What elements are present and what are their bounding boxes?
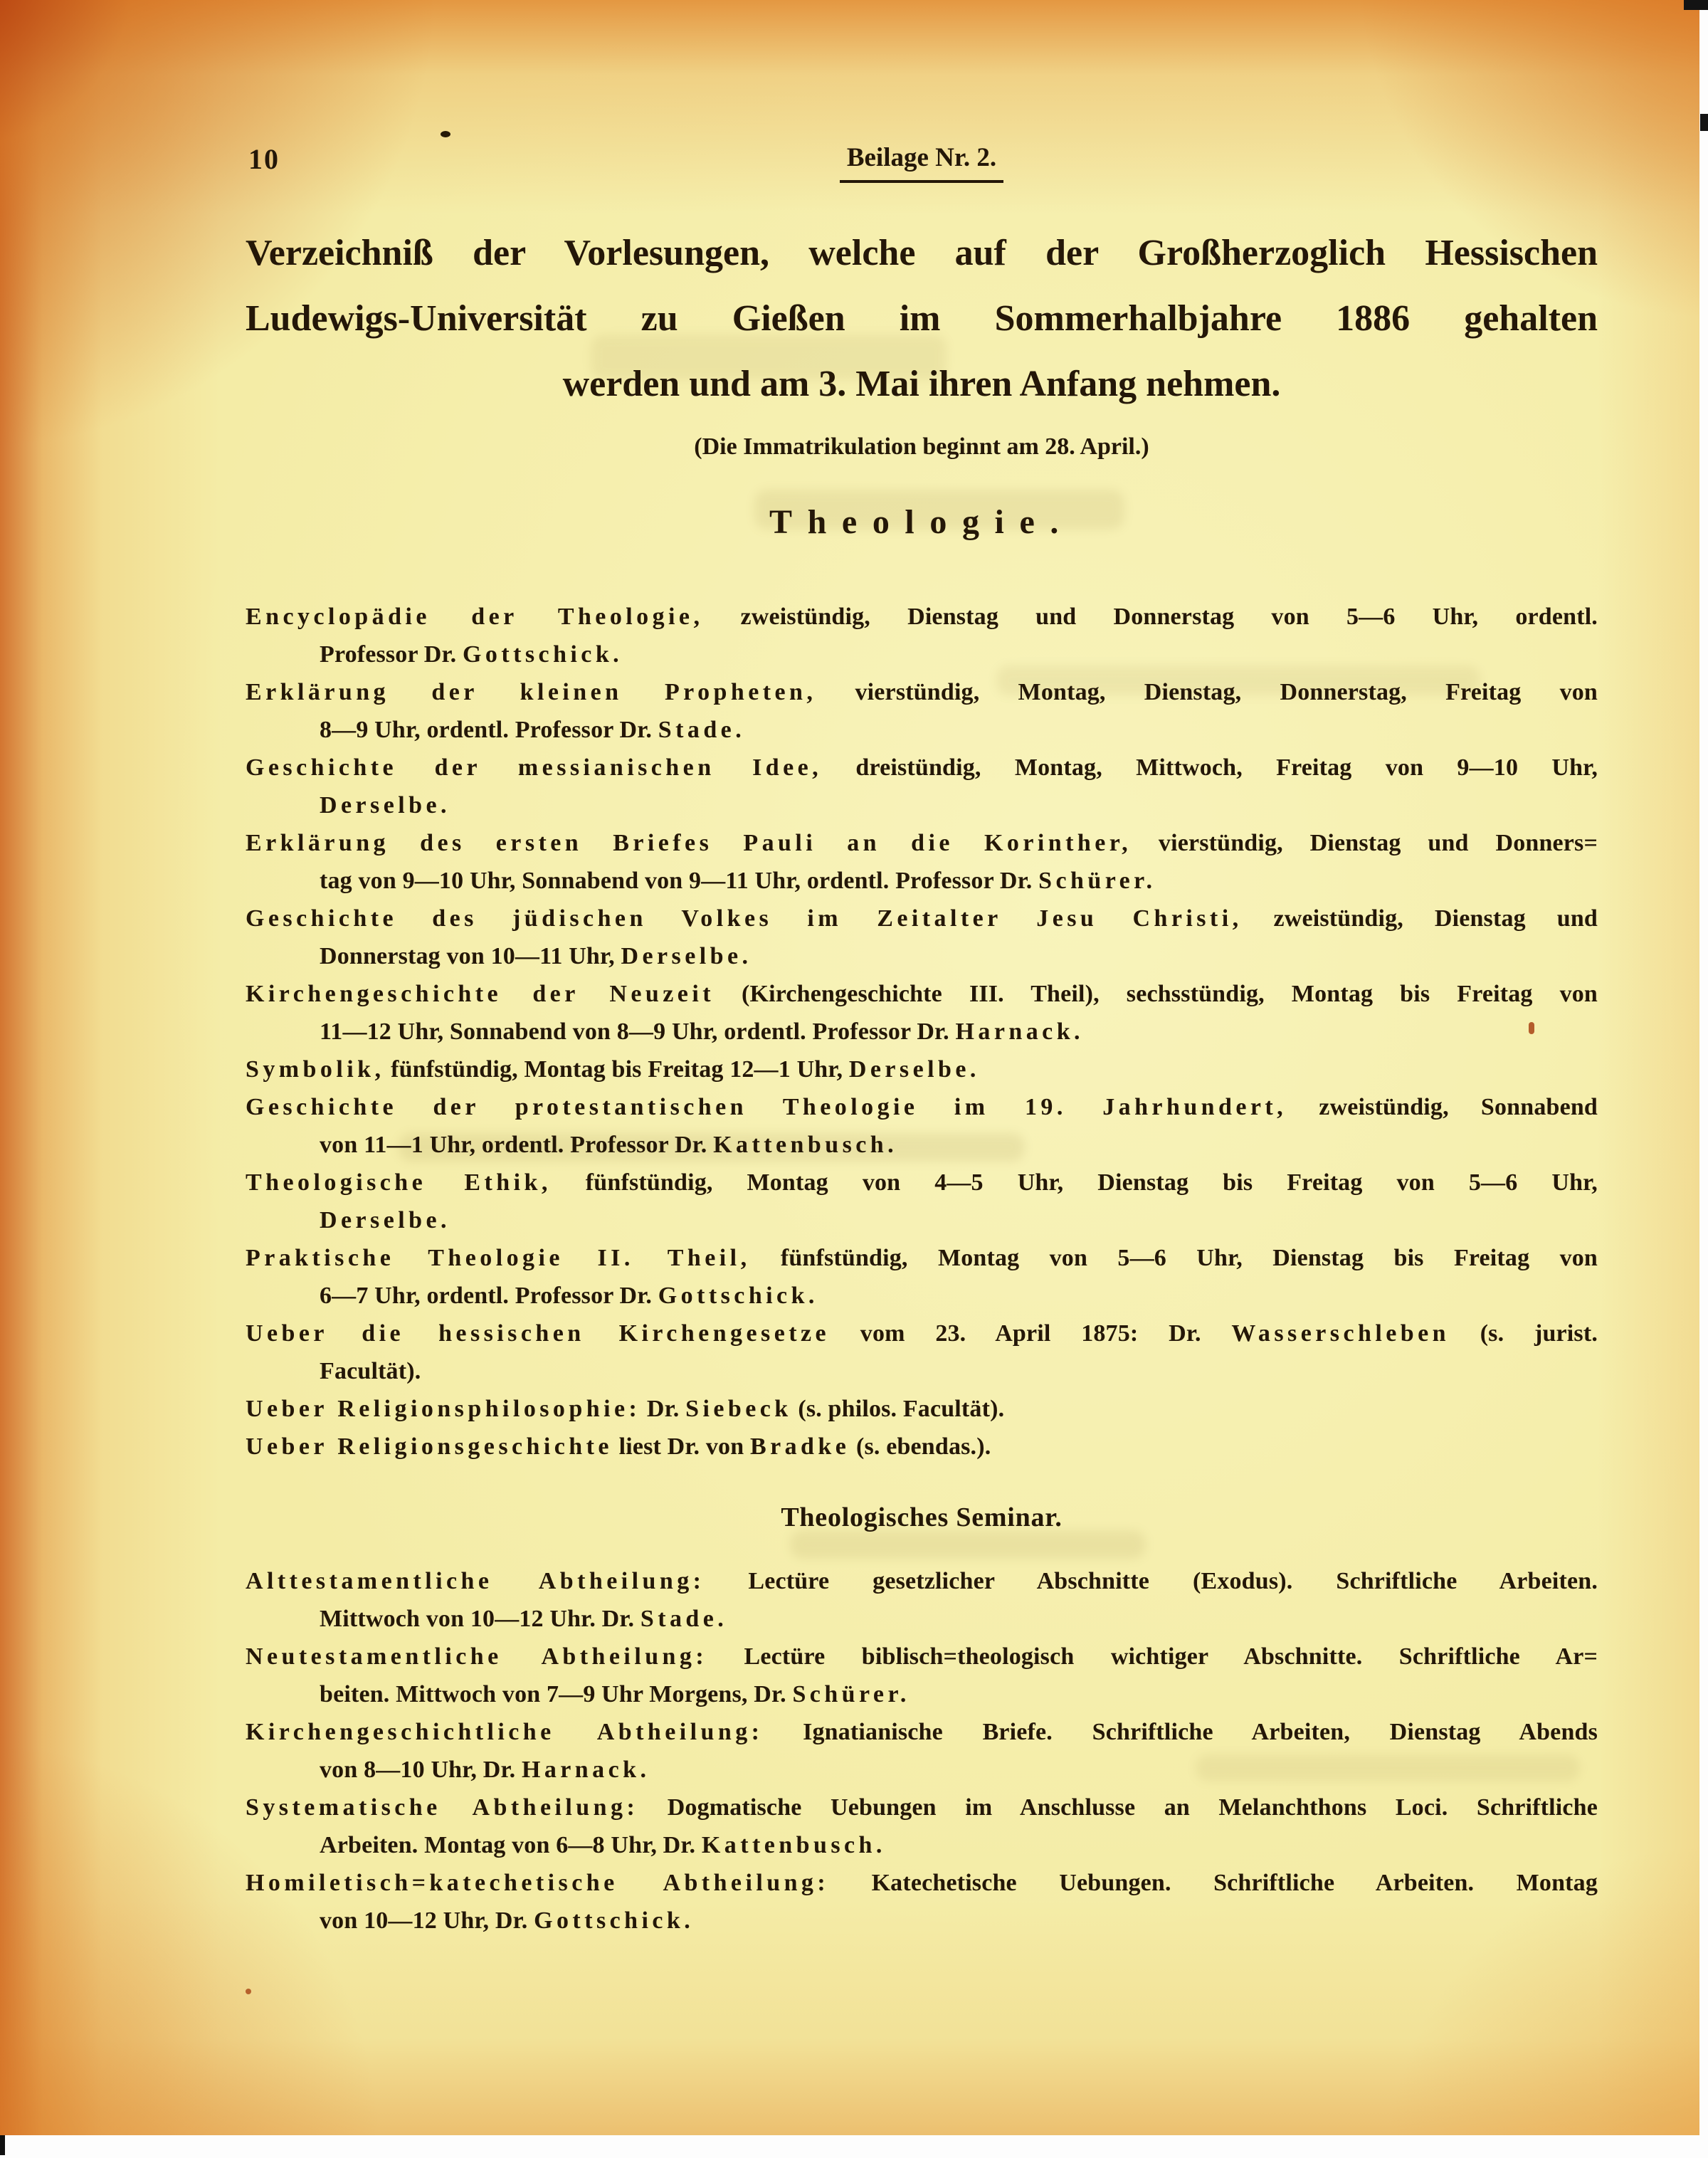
- body-text: Mittwoch von 10—12 Uhr. Dr.: [320, 1606, 640, 1632]
- lecture-entry: [246, 1638, 1598, 1713]
- lecture-entry: [246, 1428, 1598, 1465]
- emphasized-text: Derselbe.: [621, 943, 752, 969]
- emphasized-text: Stade.: [658, 717, 746, 743]
- document-title: [246, 221, 1598, 417]
- text-column: [246, 0, 1598, 1939]
- lecture-entry: [246, 1051, 1598, 1088]
- title-line-3: werden und am 3. Mai ihren Anfang nehmen.: [562, 364, 1281, 404]
- lecture-entry: [246, 975, 1598, 1051]
- emphasized-text: Erklärung der kleinen Propheten,: [246, 679, 817, 705]
- sections: [246, 500, 1598, 1939]
- entry-line: [246, 975, 1598, 1013]
- emphasized-text: Systematische Abtheilung:: [246, 1794, 639, 1821]
- body-text: Facultät).: [320, 1358, 421, 1384]
- emphasized-text: Wasserschleben: [1231, 1320, 1450, 1347]
- body-text: Lectüre gesetzlicher Abschnitte (Exodus). Schriftliche Arbeiten.: [705, 1568, 1598, 1594]
- emphasized-text: Erklärung des ersten Briefes Pauli an die Korinther,: [246, 830, 1132, 856]
- emphasized-text: Symbolik,: [246, 1056, 385, 1083]
- emphasized-text: Bradke: [749, 1433, 850, 1460]
- emphasized-text: Derselbe.: [848, 1056, 980, 1083]
- entry-line: [320, 1675, 1598, 1713]
- body-text: 6—7 Uhr, ordentl. Professor Dr.: [320, 1283, 658, 1309]
- entry-line: [320, 1126, 1598, 1164]
- rust-speck: [246, 1989, 251, 1994]
- body-text: fünfstündig, Montag bis Freitag 12—1 Uhr,: [384, 1056, 849, 1083]
- emphasized-text: Gottschick.: [534, 1907, 695, 1934]
- emphasized-text: Derselbe.: [320, 1207, 450, 1233]
- emphasized-text: Stade.: [640, 1606, 728, 1632]
- entry-line: [246, 1051, 1598, 1088]
- lecture-entry: [246, 1088, 1598, 1164]
- entry-line: [320, 937, 1598, 975]
- scan-edge-right: [1699, 0, 1708, 2158]
- body-text: zweistündig, Dienstag und: [1242, 905, 1598, 932]
- entry-line: [320, 1600, 1598, 1638]
- body-text: Katechetische Uebungen. Schriftliche Arbeiten. Montag: [829, 1870, 1598, 1896]
- body-text: von 8—10 Uhr, Dr.: [320, 1757, 522, 1783]
- emphasized-text: Gottschick.: [463, 641, 623, 668]
- lecture-entry: [246, 1713, 1598, 1789]
- body-text: (Kirchengeschichte III. Theil), sechsstündig, Montag bis Freitag von: [714, 981, 1598, 1007]
- body-text: von 11—1 Uhr, ordentl. Professor Dr.: [320, 1132, 714, 1158]
- entry-line: [320, 1201, 1598, 1239]
- body-text: liest Dr. von: [612, 1433, 750, 1460]
- emphasized-text: Harnack.: [521, 1757, 650, 1783]
- lecture-entry: [246, 1239, 1598, 1315]
- body-text: fünfstündig, Montag von 4—5 Uhr, Dienstag bis Freitag von 5—6 Uhr,: [551, 1169, 1598, 1196]
- emphasized-text: Encyclopädie der Theologie,: [246, 604, 704, 630]
- lecture-entry: [246, 1789, 1598, 1864]
- entry-line: [246, 1713, 1598, 1751]
- entry-line: [320, 1902, 1598, 1939]
- entry-line: [320, 1751, 1598, 1789]
- entry-line: [320, 1013, 1598, 1051]
- body-text: Dr.: [640, 1396, 686, 1422]
- entry-line: [320, 636, 1598, 673]
- emphasized-text: Kattenbusch.: [713, 1132, 898, 1158]
- entry-line: [320, 862, 1598, 900]
- emphasized-text: Geschichte der protestantischen Theologie im 19. Jahrhundert,: [246, 1094, 1287, 1120]
- entry-line: [246, 1239, 1598, 1277]
- emphasized-text: Ueber Religionsphilosophie:: [246, 1396, 641, 1422]
- entry-line: [246, 1390, 1598, 1428]
- scan-edge-notch: [1700, 114, 1708, 131]
- entry-line: [246, 824, 1598, 862]
- body-text: tag von 9—10 Uhr, Sonnabend von 9—11 Uhr, ordentl. Professor Dr.: [320, 868, 1039, 894]
- lecture-entry: [246, 1562, 1598, 1638]
- entry-line: [246, 1562, 1598, 1600]
- section-heading: Theologisches Seminar.: [781, 1502, 1063, 1532]
- lecture-entry: [246, 749, 1598, 824]
- body-text: (s. ebendas.).: [850, 1433, 991, 1460]
- body-text: Dogmatische Uebungen im Anschlusse an Melanchthons Loci. Schriftliche: [638, 1794, 1598, 1821]
- body-text: Professor Dr.: [320, 641, 463, 668]
- emphasized-text: Kattenbusch.: [701, 1832, 886, 1858]
- scan-edge-bottom: [0, 2135, 1708, 2158]
- entry-line: [320, 1352, 1598, 1390]
- entry-line: [320, 1826, 1598, 1864]
- emphasized-text: Schürer.: [792, 1681, 910, 1707]
- lecture-entry: [246, 900, 1598, 975]
- body-text: von 10—12 Uhr, Dr.: [320, 1907, 534, 1934]
- lecture-entry: [246, 598, 1598, 673]
- entry-line: [246, 1864, 1598, 1902]
- lecture-entry: [246, 1164, 1598, 1239]
- matriculation-note: (Die Immatrikulation beginnt am 28. April.): [694, 433, 1149, 460]
- entry-line: [246, 673, 1598, 711]
- lecture-entry: [246, 1864, 1598, 1939]
- body-text: Ignatianische Briefe. Schriftliche Arbeiten, Dienstag Abends: [763, 1719, 1598, 1745]
- body-text: zweistündig, Dienstag und Donnerstag von 5—6 Uhr, ordentl.: [703, 604, 1598, 630]
- emphasized-text: Siebeck: [685, 1396, 792, 1422]
- body-text: Arbeiten. Montag von 6—8 Uhr, Dr.: [320, 1832, 702, 1858]
- body-text: vom 23. April 1875: Dr.: [830, 1320, 1232, 1347]
- body-text: (s. philos. Facultät).: [791, 1396, 1005, 1422]
- header-title: Beilage Nr. 2.: [840, 142, 1003, 183]
- lecture-entry: [246, 1315, 1598, 1390]
- entry-line: [320, 786, 1598, 824]
- emphasized-text: Kirchengeschichtliche Abtheilung:: [246, 1719, 764, 1745]
- emphasized-text: Kirchengeschichte der Neuzeit: [246, 981, 715, 1007]
- emphasized-text: Ueber die hessischen Kirchengesetze: [246, 1320, 831, 1347]
- section-entries: [246, 598, 1598, 1465]
- emphasized-text: Gottschick.: [658, 1283, 818, 1309]
- lecture-entry: [246, 1390, 1598, 1428]
- page-number: 10: [248, 143, 280, 175]
- body-text: vierstündig, Montag, Dienstag, Donnerstag, Freitag von: [816, 679, 1598, 705]
- entry-line: [320, 1277, 1598, 1315]
- body-text: vierstündig, Dienstag und Donners=: [1132, 830, 1598, 856]
- entry-line: [246, 1789, 1598, 1826]
- body-text: fünfstündig, Montag von 5—6 Uhr, Dienstag bis Freitag von: [750, 1245, 1598, 1271]
- body-text: (s. jurist.: [1449, 1320, 1598, 1347]
- title-line-1: Verzeichniß der Vorlesungen, welche auf der Großherzoglich Hessischen: [246, 233, 1598, 273]
- section-heading: Theologie.: [769, 503, 1074, 541]
- body-text: beiten. Mittwoch von 7—9 Uhr Morgens, Dr.: [320, 1681, 793, 1707]
- scan-corner-mark: [1684, 0, 1708, 10]
- body-text: 11—12 Uhr, Sonnabend von 8—9 Uhr, ordentl. Professor Dr.: [320, 1019, 956, 1045]
- emphasized-text: Alttestamentliche Abtheilung:: [246, 1568, 705, 1594]
- emphasized-text: Neutestamentliche Abtheilung:: [246, 1643, 708, 1670]
- entry-line: [246, 1638, 1598, 1675]
- emphasized-text: Geschichte des jüdischen Volkes im Zeitalter Jesu Christi,: [246, 905, 1243, 932]
- body-text: zweistündig, Sonnabend: [1287, 1094, 1598, 1120]
- lecture-entry: [246, 824, 1598, 900]
- entry-line: [246, 1088, 1598, 1126]
- body-text: Donnerstag von 10—11 Uhr,: [320, 943, 621, 969]
- emphasized-text: Praktische Theologie II. Theil,: [246, 1245, 751, 1271]
- entry-line: [246, 1164, 1598, 1201]
- emphasized-text: Ueber Religionsgeschichte: [246, 1433, 613, 1460]
- body-text: dreistündig, Montag, Mittwoch, Freitag von 9—10 Uhr,: [822, 754, 1598, 781]
- page-header: [246, 142, 1598, 179]
- scan-bottom-tick: [0, 2135, 5, 2155]
- entry-line: [246, 598, 1598, 636]
- emphasized-text: Theologische Ethik,: [246, 1169, 552, 1196]
- emphasized-text: Schürer.: [1038, 868, 1156, 894]
- emphasized-text: Derselbe.: [320, 792, 450, 819]
- title-line-2: Ludewigs-Universität zu Gießen im Sommerhalbjahre 1886 gehalten: [246, 298, 1598, 339]
- body-text: 8—9 Uhr, ordentl. Professor Dr.: [320, 717, 658, 743]
- entry-line: [246, 1428, 1598, 1465]
- section-entries: [246, 1562, 1598, 1939]
- entry-line: [246, 900, 1598, 937]
- emphasized-text: Homiletisch=katechetische Abtheilung:: [246, 1870, 830, 1896]
- entry-line: [320, 711, 1598, 749]
- emphasized-text: Geschichte der messianischen Idee,: [246, 754, 823, 781]
- body-text: Lectüre biblisch=theologisch wichtiger Abschnitte. Schriftliche Ar=: [707, 1643, 1598, 1670]
- lecture-entry: [246, 673, 1598, 749]
- emphasized-text: Harnack.: [955, 1019, 1084, 1045]
- entry-line: [246, 749, 1598, 786]
- entry-line: [246, 1315, 1598, 1352]
